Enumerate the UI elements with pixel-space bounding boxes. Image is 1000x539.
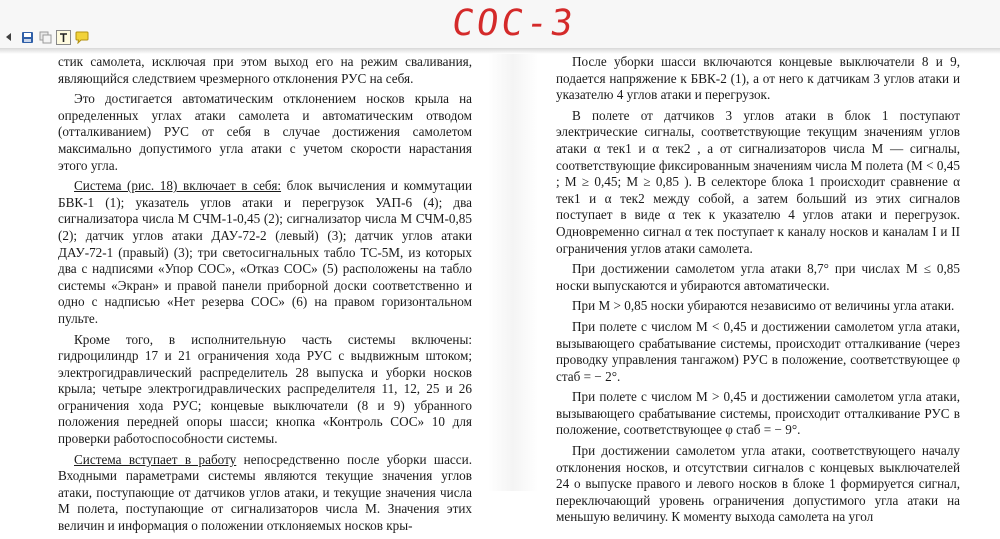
paragraph: При полете с числом M > 0,45 и достижении самолетом угла атаки, вызывающего срабатывание системы, происходит отталкивание РУС в положение, соответствующее φ стаб = − 9°. — [556, 389, 960, 438]
paragraph: При достижении самолетом угла атаки, соответствующего началу отклонения носков, и отсутствии сигналов с концевых выключателей 24 о выпуске правого и левого носков в блоке 1 формируется сигнал, переключающий уровень ограничения допустимого угла атаки на меньшую величину. К моменту выхода самолета на угол — [556, 443, 960, 525]
viewer-toolbar — [0, 28, 89, 46]
overlay-title: СОС-3 — [449, 3, 579, 44]
text-icon[interactable] — [56, 30, 71, 45]
paragraph: После уборки шасси включаются концевые выключатели 8 и 9, подается напряжение к БВК-2 (1), а от него к датчикам 3 углов атаки и указателю 4 углов атаки и перегрузок. — [556, 54, 960, 103]
paragraph: В полете от датчиков 3 углов атаки в блок 1 поступают электрические сигналы, соответствующие текущим значениям углов атаки α тек1 и α тек2 , а от сигнализаторов числа М — сигналы, соответствующие фиксированным значениям числа М полета (M < 0,45 ; M ≥ 0,45; M ≥ 0,85 ). В селекторе блока 1 происходит сравнение α тек1 и α тек2 между собой, а затем больший из этих сигналов поступает в виде α тек к указателю 4 углов атаки и перегрузок. Одновременно сигнал α тек поступает к каналу носков и каналам I и II ограничения углов атаки самолета. — [556, 107, 960, 256]
paragraph — [58, 178, 472, 327]
paragraph: Это достигается автоматическим отклонением носков крыла на определенных углах атаки самолета и автоматическим отводом (отталкиванием) РУС от себя в случае достижения самолетом максимально допустимого угла атаки с учетом скорости нарастания этого угла. — [58, 91, 472, 173]
paragraph: При полете с числом M < 0,45 и достижении самолетом угла атаки, вызывающего срабатывание системы, происходит отталкивание (через проводку управления тангажом) РУС в положение, соответствующее φ стаб = − 2°. — [556, 318, 960, 384]
viewer-top-bar — [0, 0, 1000, 48]
comment-icon[interactable] — [74, 30, 89, 45]
copy-icon[interactable] — [38, 30, 53, 45]
page-gutter — [488, 54, 538, 491]
paragraph — [58, 452, 472, 535]
paragraph-text: блок вычисления и коммутации БВК-1 (1); указатель углов атаки и перегрузок УАП-6 (4); два сигнализатора числа М СЧМ-1-0,45 (2); сигнализатор числа М СЧМ-0,85 (2); датчик углов атаки ДАУ-72-2 (левый) (3); датчик углов атаки ДАУ-72-1 (правый) (3); три светосигнальных табло ТС-5М, из которых два с надписями «Упор СОС», «Отказ СОС» (5) расположены на табло системы «Экран» и правой панели приборной доски соответственно и одно с надписью «Нет резерва СОС» (6) на правом горизонтальном пульте. — [58, 178, 472, 326]
paragraph: При M > 0,85 носки убираются независимо от величины угла атаки. — [572, 298, 955, 314]
underlined-lead: Система (рис. 18) включает в себя: — [74, 178, 282, 194]
floppy-icon[interactable] — [20, 30, 35, 45]
paragraph: При достижении самолетом угла атаки 8,7° при числах M ≤ 0,85 носки выпускаются и убираются автоматически. — [556, 261, 960, 293]
paragraph: Кроме того, в исполнительную часть системы включены: гидроцилиндр 17 и 21 ограничения хода РУС с выдвижным штоком; электрогидравлический распределитель 28 выпуска и уборки носков крыла; четыре электрогидравлических распределителя 11, 12, 25 и 26 ограничения хода РУС; концевые выключатели (8 и 9) убранного положения передней опоры шасси; кнопка «Контроль СОС» 10 для проверки работоспособности системы. — [58, 331, 472, 447]
right-column — [556, 54, 960, 530]
left-column — [58, 54, 472, 539]
underlined-lead: Система вступает в работу — [74, 451, 237, 467]
paragraph-text: непосредственно после уборки шасси. Входными параметрами системы являются текущие значения углов атаки, поступающие от датчиков углов атаки, и текущие значения числа М полета, поступающие от сигнализаторов числа М. Значения этих величин и информация о положении отклоняемых носков кры- — [58, 451, 472, 534]
arrow-icon[interactable] — [2, 30, 17, 45]
paragraph: стик самолета, исключая при этом выход его на режим сваливания, являющийся следствием чрезмерного отклонения РУС на себя. — [58, 54, 472, 86]
